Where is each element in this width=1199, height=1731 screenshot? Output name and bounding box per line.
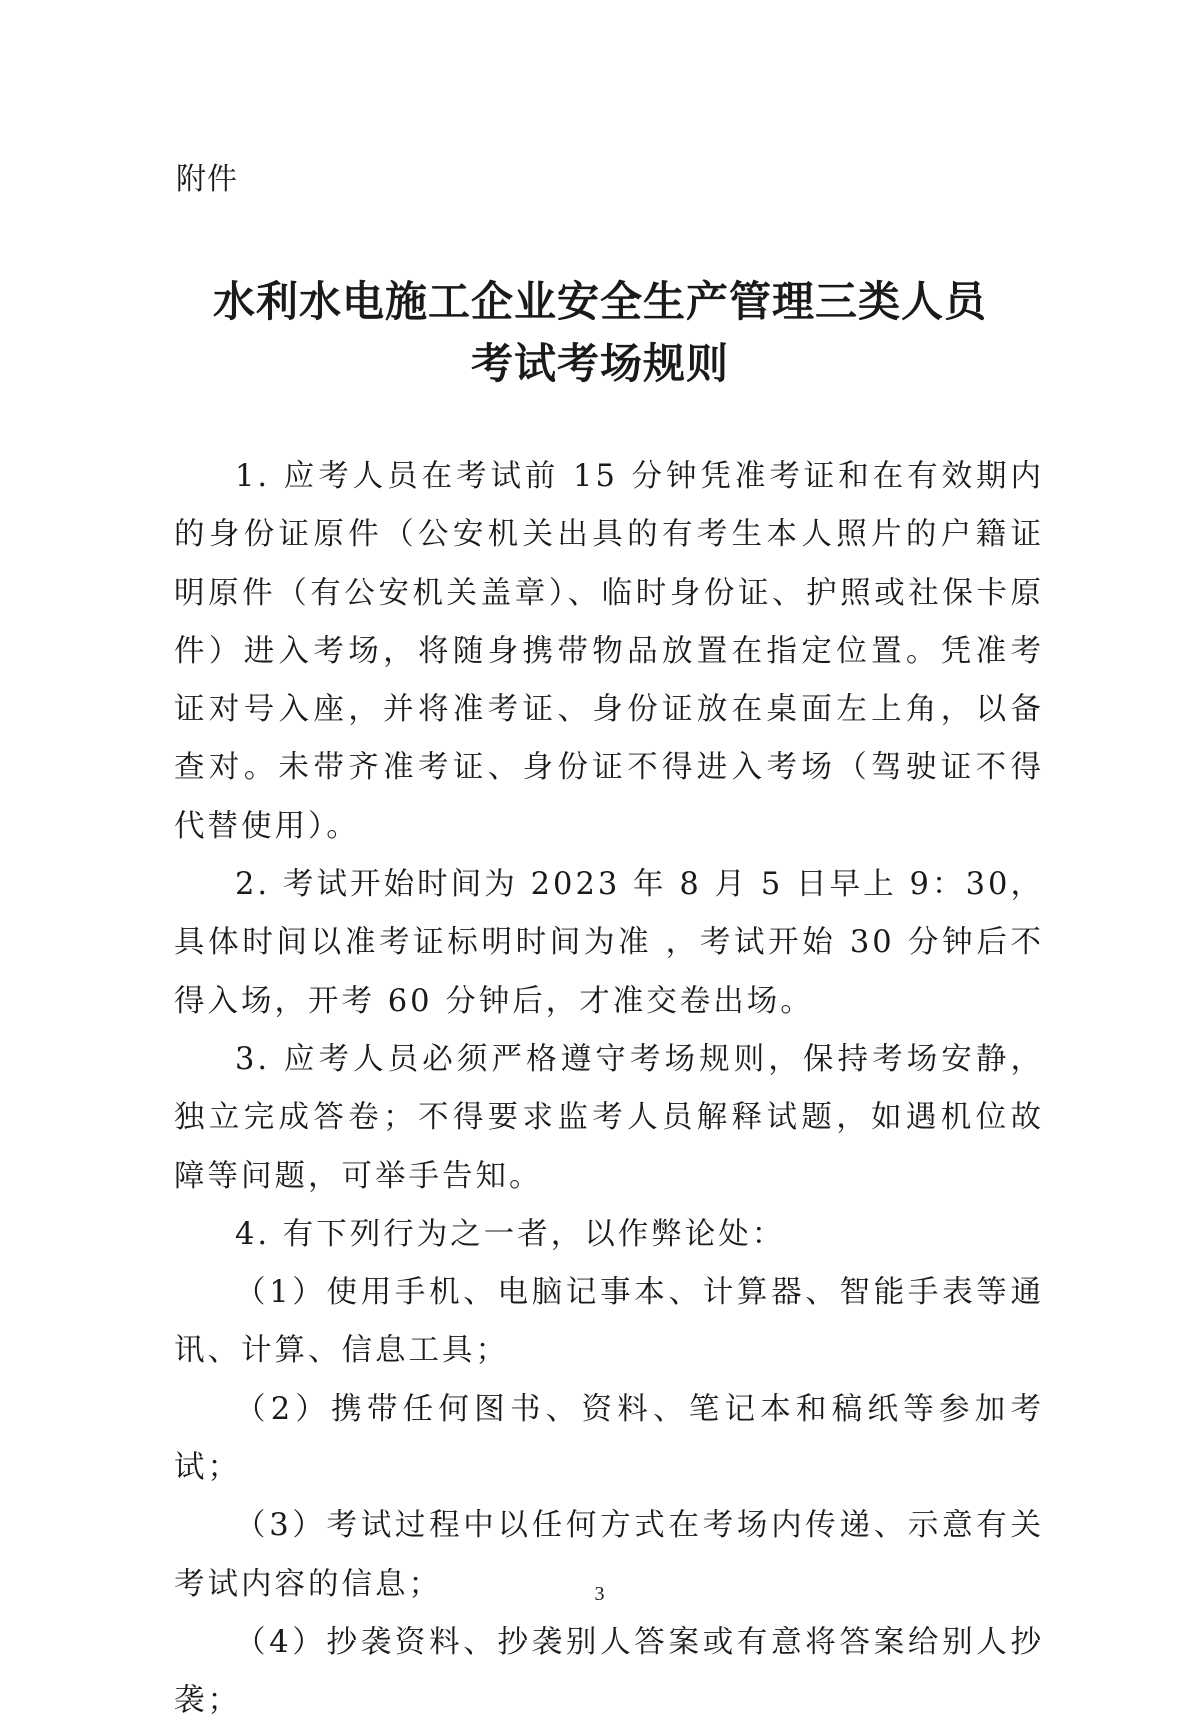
rule-4-item-1: （1）使用手机、电脑记事本、计算器、智能手表等通讯、计算、信息工具；: [174, 1275, 1044, 1369]
document-body: [174, 448, 1044, 1731]
rule-2-paragraph: 2. 考试开始时间为 2023 年 8 月 5 日早上 9：30，具体时间以准考证标明时间为准 ，考试开始 30 分钟后不得入场，开考 60 分钟后，才准交卷出场。: [174, 867, 1044, 1019]
rule-3-paragraph: 3. 应考人员必须严格遵守考场规则，保持考场安静，独立完成答卷；不得要求监考人员解释试题，如遇机位故障等问题，可举手告知。: [174, 1041, 1044, 1194]
page-number: 3: [594, 1583, 605, 1605]
attachment-label: 附件: [176, 162, 238, 197]
rule-4-paragraph: 4. 有下列行为之一者，以作弊论处：: [235, 1216, 786, 1252]
rule-1-paragraph: 1. 应考人员在考试前 15 分钟凭准考证和在有效期内的身份证原件（公安机关出具的有考生本人照片的户籍证明原件（有公安机关盖章）、临时身份证、护照或社保卡原件）进入考场，将随身携带物品放置在指定位置。凭准考证对号入座，并将准考证、身份证放在桌面左上角，以备查对。未带齐准考证、身份证不得进入考场（驾驶证不得代替使用）。: [174, 459, 1044, 844]
document-title-line-2: 考试考场规则: [470, 339, 729, 388]
rule-4-item-2: （2）携带任何图书、资料、笔记本和稿纸等参加考试；: [174, 1391, 1044, 1486]
document-title-line-1: 水利水电施工企业安全生产管理三类人员: [212, 277, 987, 326]
rule-4-item-4: （4）抄袭资料、抄袭别人答案或有意将答案给别人抄袭；: [174, 1624, 1044, 1719]
rule-4-item-3: （3）考试过程中以任何方式在考场内传递、示意有关考试内容的信息；: [174, 1508, 1044, 1602]
